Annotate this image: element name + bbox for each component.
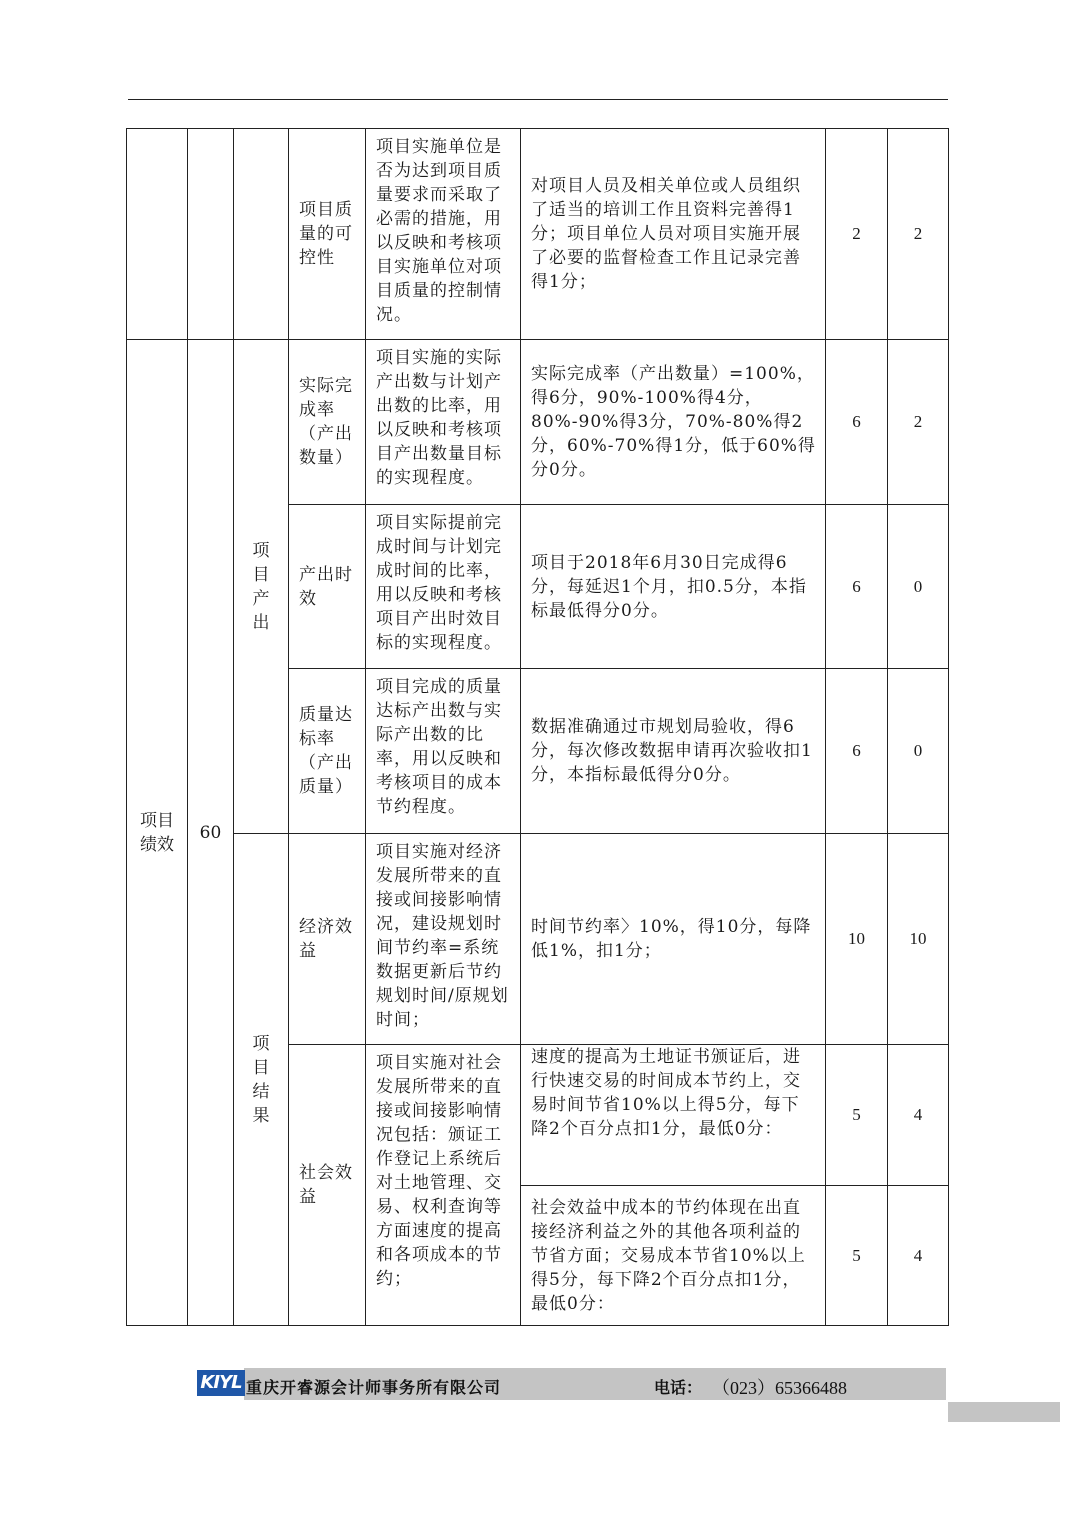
score-cell: 2 — [888, 129, 949, 340]
weight-cell: 6 — [826, 340, 888, 505]
table-row — [127, 129, 949, 340]
footer-accent-block — [948, 1402, 1060, 1422]
weight-cell: 5 — [826, 1186, 888, 1326]
weight-cell: 6 — [826, 669, 888, 834]
indicator-cell: 质量达标率（产出质量） — [289, 669, 366, 834]
category-output-label: 项目产出 — [252, 540, 270, 633]
category-performance-cell — [127, 340, 188, 1326]
score-cell: 10 — [888, 834, 949, 1045]
score-cell: 0 — [888, 505, 949, 669]
criteria-cell: 对项目人员及相关单位或人员组织了适当的培训工作且资料完善得1分；项目单位人员对项目实施开展了必要的监督检查工作且记录完善得1分； — [521, 129, 826, 340]
score-cell: 0 — [888, 669, 949, 834]
category-output-cell — [234, 340, 289, 834]
category-result-label: 项目结果 — [252, 1033, 270, 1126]
score-cell: 2 — [888, 340, 949, 505]
weight-cell: 2 — [826, 129, 888, 340]
empty-cell — [234, 129, 289, 340]
indicator-cell: 产出时效 — [289, 505, 366, 669]
criteria-cell: 社会效益中成本的节约体现在出直接经济利益之外的其他各项利益的节省方面；交易成本节省10%以上得5分，每下降2个百分点扣1分，最低0分： — [521, 1186, 826, 1326]
weight-cell: 5 — [826, 1045, 888, 1186]
header-rule — [128, 99, 948, 100]
description-cell: 项目实施单位是否为达到项目质量要求而采取了必需的措施，用以反映和考核项目实施单位对项目质量的控制情况。 — [366, 129, 521, 340]
footer-phone-label: 电话： — [654, 1378, 703, 1397]
category-performance-label: 项目绩效 — [140, 810, 174, 855]
table-row — [127, 834, 949, 1045]
score-cell: 4 — [888, 1045, 949, 1186]
indicator-cell: 项目质量的可控性 — [289, 129, 366, 340]
table-row — [127, 340, 949, 505]
indicator-cell: 经济效益 — [289, 834, 366, 1045]
indicator-cell: 社会效益 — [289, 1045, 366, 1326]
empty-cell — [188, 129, 234, 340]
weight-cell: 10 — [826, 834, 888, 1045]
criteria-cell: 实际完成率（产出数量）=100%，得6分，90%-100%得4分，80%-90%得3分，70%-80%得2分，60%-70%得1分，低于60%得分0分。 — [521, 340, 826, 505]
footer-phone-number: （023）65366488 — [712, 1378, 847, 1398]
criteria-cell: 项目于2018年6月30日完成得6分，每延迟1个月，扣0.5分，本指标最低得分0分。 — [521, 505, 826, 669]
performance-table — [126, 128, 949, 1326]
description-cell: 项目完成的质量达标产出数与实际产出数的比率，用以反映和考核项目的成本节约程度。 — [366, 669, 521, 834]
description-cell: 项目实施的实际产出数与计划产出数的比率，用以反映和考核项目产出数量目标的实现程度。 — [366, 340, 521, 505]
criteria-cell: 数据准确通过市规划局验收，得6分，每次修改数据申请再次验收扣1分，本指标最低得分0分。 — [521, 669, 826, 834]
score-cell: 4 — [888, 1186, 949, 1326]
score-total-cell: 60 — [188, 340, 234, 1326]
indicator-cell: 实际完成率（产出数量） — [289, 340, 366, 505]
description-cell: 项目实施对社会发展所带来的直接或间接影响情况包括：颁证工作登记上系统后对土地管理、交易、权利查询等方面速度的提高和各项成本的节约； — [366, 1045, 521, 1326]
company-logo: KIYL — [197, 1370, 245, 1396]
weight-cell: 6 — [826, 505, 888, 669]
description-cell: 项目实际提前完成时间与计划完成时间的比率，用以反映和考核项目产出时效目标的实现程度。 — [366, 505, 521, 669]
empty-cell — [127, 129, 188, 340]
description-cell: 项目实施对经济发展所带来的直接或间接影响情况，建设规划时间节约率=系统数据更新后节约规划时间/原规划时间； — [366, 834, 521, 1045]
footer-company-name: 重庆开睿源会计师事务所有限公司 — [246, 1378, 502, 1397]
category-result-cell — [234, 834, 289, 1326]
criteria-cell: 时间节约率〉10%，得10分，每降低1%，扣1分； — [521, 834, 826, 1045]
criteria-cell: 速度的提高为土地证书颁证后，进行快速交易的时间成本节约上，交易时间节省10%以上得5分，每下降2个百分点扣1分，最低0分： — [521, 1045, 826, 1186]
